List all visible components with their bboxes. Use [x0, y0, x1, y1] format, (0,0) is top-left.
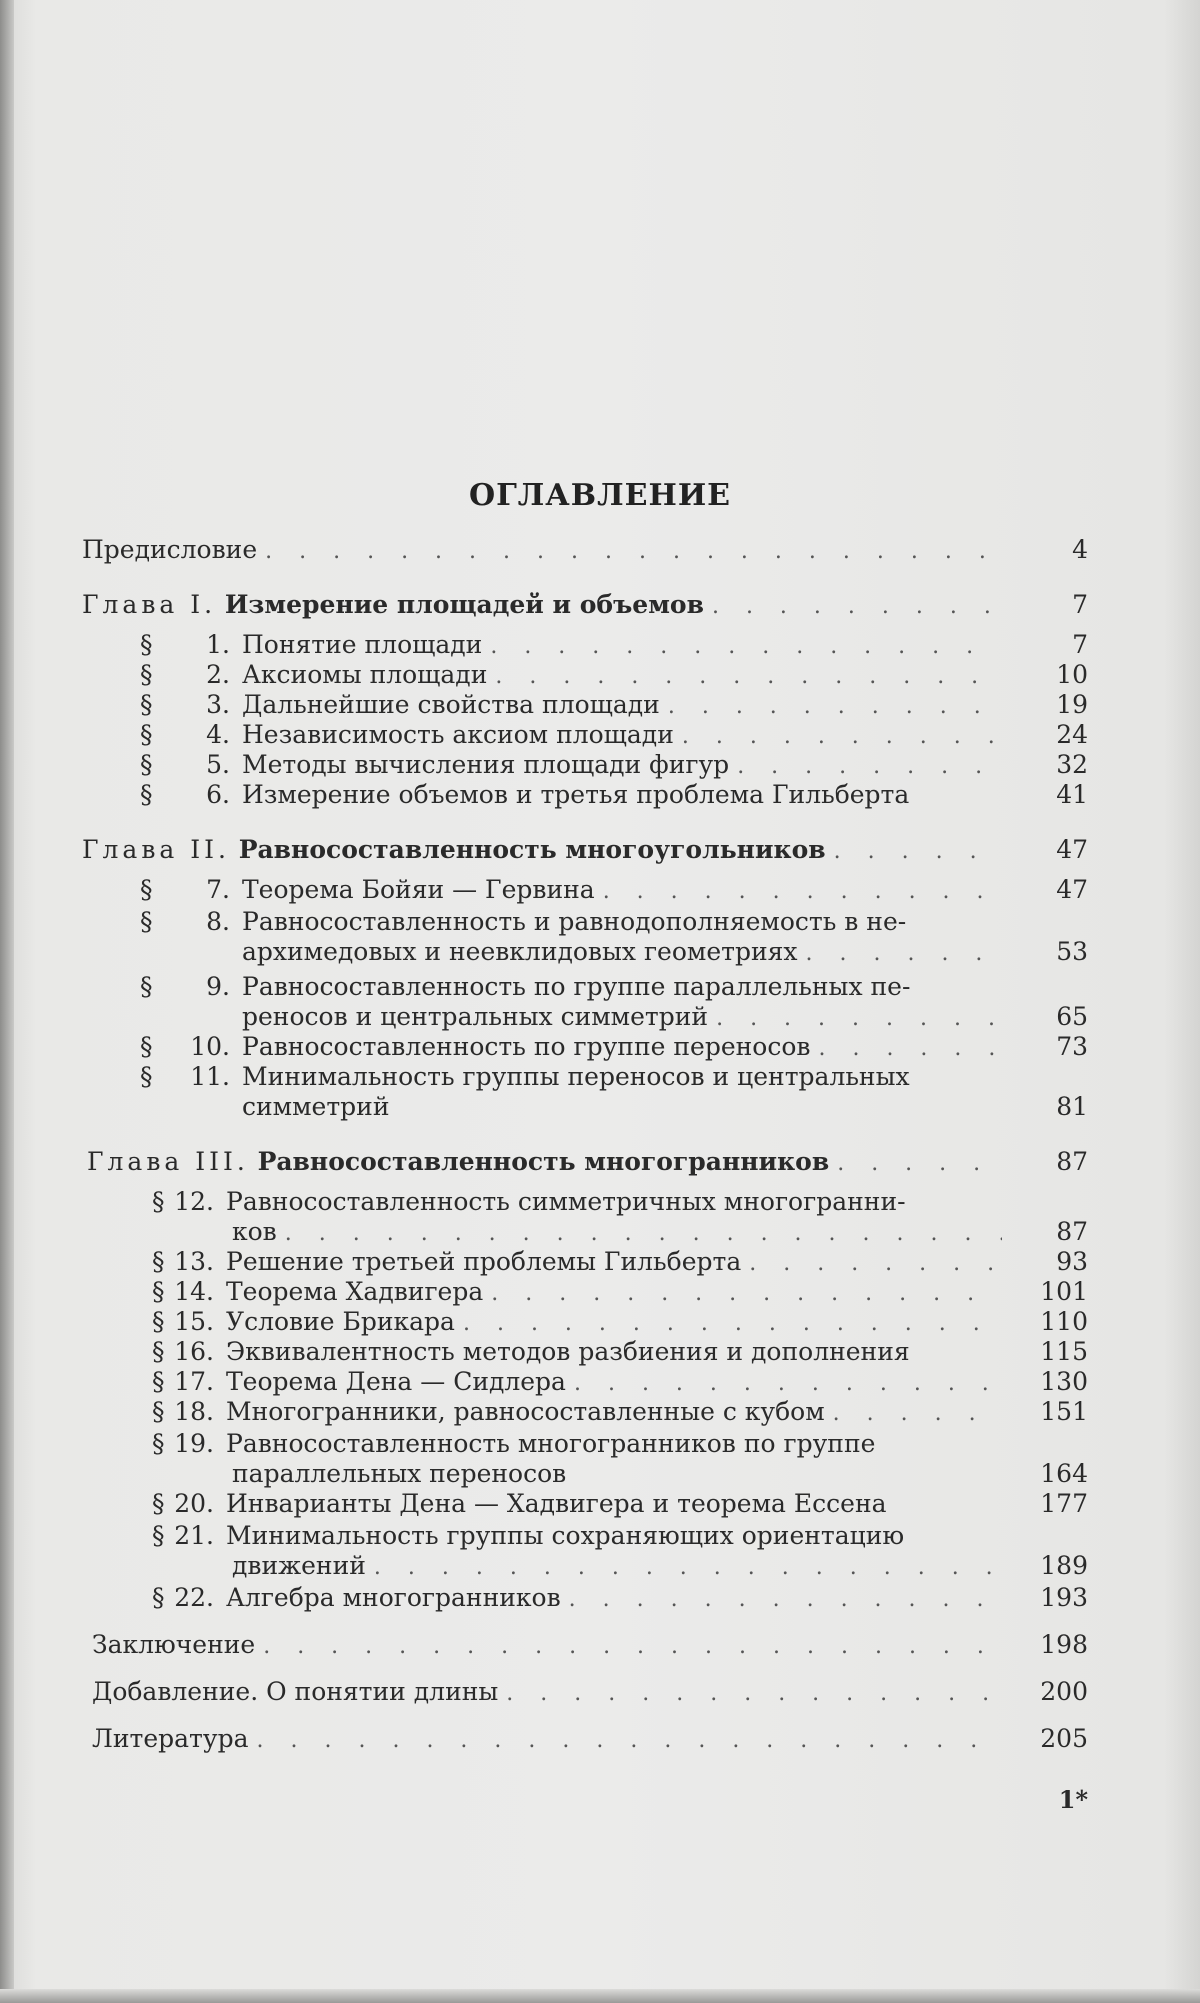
- entry-label-line1: Минимальность группы сохраняющих ориентацию: [226, 1521, 904, 1550]
- entry-label-line2: реносов и центральных симметрий: [242, 1002, 708, 1032]
- leader-dots: [574, 1369, 1002, 1399]
- leader-dots: [603, 877, 1002, 907]
- toc-section-19-line1: [152, 1429, 1002, 1459]
- toc-section-14: [152, 1277, 1002, 1307]
- section-sign: §: [140, 780, 184, 810]
- section-sign: §: [140, 720, 184, 750]
- section-sign: §: [140, 630, 184, 660]
- toc-chapter-1: [82, 590, 1002, 620]
- toc-section-11-line2: [242, 1092, 1002, 1122]
- section-number: 2.: [184, 660, 230, 690]
- entry-label-line2: движений: [232, 1551, 366, 1581]
- section-sign: §: [140, 1062, 184, 1092]
- page-number: 65: [1008, 1002, 1088, 1032]
- section-number: 11.: [184, 1062, 230, 1092]
- chapter-prefix: Глава III.: [87, 1147, 249, 1176]
- leader-dots: [569, 1585, 1002, 1615]
- toc-title: ОГЛАВЛЕНИЕ: [0, 478, 1200, 513]
- section-sign: §: [140, 690, 184, 720]
- folio-signature: 1*: [1059, 1785, 1088, 1814]
- section-number: 22.: [168, 1583, 214, 1613]
- page-number: 110: [1008, 1307, 1088, 1337]
- section-sign: §: [152, 1337, 168, 1367]
- toc-section-9-line2: [242, 1002, 1002, 1032]
- entry-label: Понятие площади: [242, 630, 482, 659]
- section-number: 15.: [168, 1307, 214, 1337]
- entry-label-line1: Минимальность группы переносов и центральных: [242, 1062, 910, 1091]
- page-number: 7: [1008, 590, 1088, 620]
- toc-section-17: [152, 1367, 1002, 1397]
- section-number: 18.: [168, 1397, 214, 1427]
- toc-entry-preface: [82, 535, 1002, 565]
- section-sign: §: [152, 1521, 168, 1551]
- section-sign: §: [140, 1032, 184, 1062]
- leader-dots: [491, 1279, 1002, 1309]
- section-number: 9.: [184, 972, 230, 1002]
- toc-entry-conclusion: [92, 1630, 1002, 1660]
- page-number: 87: [1008, 1147, 1088, 1177]
- leader-dots: [712, 592, 1002, 622]
- chapter-title: Равносоставленность многоугольников: [239, 835, 826, 864]
- page-number: 115: [1008, 1337, 1088, 1367]
- entry-label: Теорема Бойяи — Гервина: [242, 875, 595, 904]
- leader-dots: [285, 1219, 1002, 1249]
- entry-label-line1: Равносоставленность и равнодополняемость в не-: [242, 907, 906, 936]
- page-number: 93: [1008, 1247, 1088, 1277]
- section-number: 12.: [168, 1187, 214, 1217]
- entry-label: Равносоставленность по группе переносов: [242, 1032, 810, 1061]
- section-number: 6.: [184, 780, 230, 810]
- section-sign: §: [152, 1277, 168, 1307]
- page-number: 53: [1008, 937, 1088, 967]
- leader-dots: [506, 1679, 1002, 1709]
- spine-shadow: [0, 0, 14, 2003]
- entry-label-line2: архимедовых и неевклидовых геометриях: [242, 937, 798, 967]
- leader-dots: [833, 1399, 1002, 1429]
- page-number: 10: [1008, 660, 1088, 690]
- toc-section-12-line2: [232, 1217, 1002, 1247]
- chapter-title: Измерение площадей и объемов: [225, 590, 704, 619]
- page-number: 81: [1008, 1092, 1088, 1122]
- page-number: 177: [1008, 1489, 1088, 1519]
- entry-label: Многогранники, равносоставленные с кубом: [226, 1397, 825, 1426]
- page-number: 130: [1008, 1367, 1088, 1397]
- entry-label: Условие Брикара: [226, 1307, 455, 1336]
- page-number: 101: [1008, 1277, 1088, 1307]
- leader-dots: [495, 662, 1002, 692]
- section-number: 21.: [168, 1521, 214, 1551]
- toc-section-2: [140, 660, 1002, 690]
- toc-section-6: [140, 780, 1002, 810]
- toc-section-8-line2: [242, 937, 1002, 967]
- entry-label: Предисловие: [82, 535, 257, 565]
- chapter-prefix: Глава I.: [82, 590, 216, 619]
- section-number: 10.: [184, 1032, 230, 1062]
- toc-section-3: [140, 690, 1002, 720]
- leader-dots: [716, 1004, 1002, 1034]
- entry-label-line2: ков: [232, 1217, 277, 1247]
- toc-chapter-3: [87, 1147, 1002, 1177]
- entry-label: Литература: [92, 1724, 249, 1754]
- toc-section-11-line1: [140, 1062, 1002, 1092]
- toc-chapter-2: [82, 835, 1002, 865]
- toc-section-21-line1: [152, 1521, 1002, 1551]
- entry-label-line2: параллельных переносов: [232, 1459, 566, 1488]
- section-sign: §: [140, 875, 184, 905]
- leader-dots: [834, 837, 1002, 867]
- toc-section-5: [140, 750, 1002, 780]
- section-sign: §: [152, 1397, 168, 1427]
- leader-dots: [806, 939, 1003, 969]
- section-number: 8.: [184, 907, 230, 937]
- leader-dots: [668, 692, 1002, 722]
- toc-section-8-line1: [140, 907, 1002, 937]
- section-sign: §: [152, 1429, 168, 1459]
- entry-label: Решение третьей проблемы Гильберта: [226, 1247, 741, 1276]
- entry-label: Независимость аксиом площади: [242, 720, 674, 749]
- section-sign: §: [140, 972, 184, 1002]
- entry-label: Заключение: [92, 1630, 255, 1660]
- toc-section-19-line2: [232, 1459, 1002, 1489]
- toc-section-15: [152, 1307, 1002, 1337]
- section-sign: §: [152, 1583, 168, 1613]
- toc-section-18: [152, 1397, 1002, 1427]
- page-number: 7: [1008, 630, 1088, 660]
- entry-label-line1: Равносоставленность многогранников по группе: [226, 1429, 875, 1458]
- entry-label-line1: Равносоставленность симметричных многогранни-: [226, 1187, 906, 1216]
- entry-label: Алгебра многогранников: [226, 1583, 561, 1612]
- entry-label: Инварианты Дена — Хадвигера и теорема Ессена: [226, 1489, 887, 1518]
- page-number: 32: [1008, 750, 1088, 780]
- leader-dots: [265, 537, 1002, 567]
- toc-section-12-line1: [152, 1187, 1002, 1217]
- entry-label-line2: симметрий: [242, 1092, 390, 1121]
- page-number: 151: [1008, 1397, 1088, 1427]
- toc-entry-appendix: [92, 1677, 1002, 1707]
- toc-section-10: [140, 1032, 1002, 1062]
- page-number: 87: [1008, 1217, 1088, 1247]
- section-number: 17.: [168, 1367, 214, 1397]
- page-number: 200: [1008, 1677, 1088, 1707]
- page-number: 47: [1008, 835, 1088, 865]
- leader-dots: [374, 1553, 1002, 1583]
- section-sign: §: [152, 1367, 168, 1397]
- page-number: 19: [1008, 690, 1088, 720]
- page-number: 198: [1008, 1630, 1088, 1660]
- toc-section-9-line1: [140, 972, 1002, 1002]
- section-number: 1.: [184, 630, 230, 660]
- section-sign: §: [140, 750, 184, 780]
- section-sign: §: [140, 660, 184, 690]
- entry-label: Аксиомы площади: [242, 660, 487, 689]
- toc-section-16: [152, 1337, 1002, 1367]
- section-number: 13.: [168, 1247, 214, 1277]
- section-number: 4.: [184, 720, 230, 750]
- section-number: 7.: [184, 875, 230, 905]
- chapter-prefix: Глава II.: [82, 835, 230, 864]
- entry-label: Дальнейшие свойства площади: [242, 690, 660, 719]
- leader-dots: [263, 1632, 1002, 1662]
- leader-dots: [837, 1149, 1002, 1179]
- leader-dots: [749, 1249, 1002, 1279]
- section-sign: §: [152, 1307, 168, 1337]
- section-sign: §: [152, 1247, 168, 1277]
- leader-dots: [682, 722, 1002, 752]
- toc-entry-literature: [92, 1724, 1002, 1754]
- section-number: 3.: [184, 690, 230, 720]
- section-number: 16.: [168, 1337, 214, 1367]
- page-number: 205: [1008, 1724, 1088, 1754]
- page-number: 164: [1008, 1459, 1088, 1489]
- leader-dots: [463, 1309, 1002, 1339]
- entry-label: Методы вычисления площади фигур: [242, 750, 729, 779]
- toc-section-4: [140, 720, 1002, 750]
- section-number: 5.: [184, 750, 230, 780]
- leader-dots: [737, 752, 1002, 782]
- leader-dots: [490, 632, 1002, 662]
- leader-dots: [257, 1726, 1002, 1756]
- entry-label-line1: Равносоставленность по группе параллельных пе-: [242, 972, 910, 1001]
- section-sign: §: [152, 1187, 168, 1217]
- page-number: 73: [1008, 1032, 1088, 1062]
- leader-dots: [818, 1034, 1002, 1064]
- section-number: 14.: [168, 1277, 214, 1307]
- toc-section-21-line2: [232, 1551, 1002, 1581]
- page-number: 4: [1008, 535, 1088, 565]
- entry-label: Теорема Хадвигера: [226, 1277, 483, 1306]
- toc-section-7: [140, 875, 1002, 905]
- page-number: 193: [1008, 1583, 1088, 1613]
- toc-section-22: [152, 1583, 1002, 1613]
- toc-section-20: [152, 1489, 1002, 1519]
- toc-section-13: [152, 1247, 1002, 1277]
- section-number: 19.: [168, 1429, 214, 1459]
- book-page: [0, 0, 1200, 2003]
- page-number: 24: [1008, 720, 1088, 750]
- section-number: 20.: [168, 1489, 214, 1519]
- page-number: 189: [1008, 1551, 1088, 1581]
- section-sign: §: [140, 907, 184, 937]
- toc-section-1: [140, 630, 1002, 660]
- entry-label: Добавление. О понятии длины: [92, 1677, 498, 1707]
- entry-label: Эквивалентность методов разбиения и дополнения: [226, 1337, 910, 1366]
- page-bottom-edge: [0, 1989, 1200, 2003]
- entry-label: Измерение объемов и третья проблема Гильберта: [242, 780, 909, 809]
- chapter-title: Равносоставленность многогранников: [258, 1147, 830, 1176]
- page-number: 47: [1008, 875, 1088, 905]
- page-number: 41: [1008, 780, 1088, 810]
- section-sign: §: [152, 1489, 168, 1519]
- entry-label: Теорема Дена — Сидлера: [226, 1367, 566, 1396]
